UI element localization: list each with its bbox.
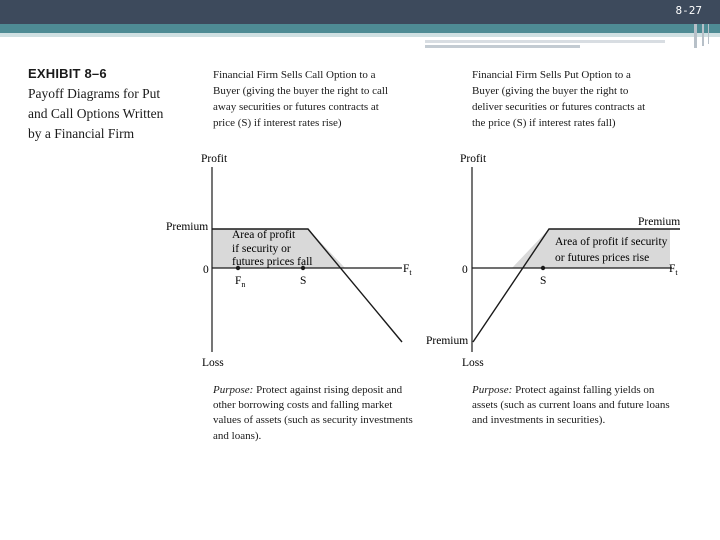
call-ft-label: $F_t$ [403,263,412,277]
call-fn-label: $F_n$ [235,275,246,289]
put-s-point [541,266,545,270]
put-y-bottom-label: Loss [462,357,484,369]
put-area-label-1: Area of profit if security [555,236,668,248]
exhibit-title: EXHIBIT 8–6 [28,66,107,81]
call-area-label-2: if security or [232,243,291,255]
put-area-label-2: or futures prices rise [555,252,650,264]
call-area-label-1: Area of profit [232,229,296,241]
call-zero-label: 0 [203,264,209,276]
put-purpose-body: Protect against falling yields on assets (such as current loans and future loans and investments in securities). [472,384,670,427]
put-y-top-label: Profit [460,153,487,165]
call-purpose-label: Purpose: [213,384,254,396]
slide-number: 8-27 [675,4,702,17]
call-panel-caption: Financial Firm Sells Call Option to a Buyer (giving the buyer the right to call away securities or futures contracts at price (S) if interest rates rise) [213,69,389,129]
call-y-bottom-label: Loss [202,357,224,369]
put-premium-bottom-label: Premium [426,335,469,347]
exhibit-subtitle: Payoff Diagrams for Put and Call Options Written by a Financial Firm [28,86,164,141]
put-payoff-diagram [426,153,680,369]
call-payoff-diagram [166,153,412,369]
put-purpose-text [472,383,672,429]
call-purpose-body: Protect against rising deposit and other borrowing costs and falling market values of assets (such as security investments and loans). [213,384,413,442]
put-ft-label: $F_t$ [669,263,678,277]
call-premium-label: Premium [166,221,209,233]
call-s-label: S [300,275,307,287]
put-premium-top-label: Premium [638,216,681,228]
call-area-label-3: futures prices fall [232,256,313,268]
put-purpose-label: Purpose: [472,384,513,396]
call-y-top-label: Profit [201,153,228,165]
put-zero-label: 0 [462,264,468,276]
put-s-label: S [540,275,547,287]
put-panel-caption: Financial Firm Sells Put Option to a Buyer (giving the buyer the right to deliver securities or futures contracts at the price (S) if interest rates fall) [472,69,646,129]
call-purpose-text [213,383,418,444]
